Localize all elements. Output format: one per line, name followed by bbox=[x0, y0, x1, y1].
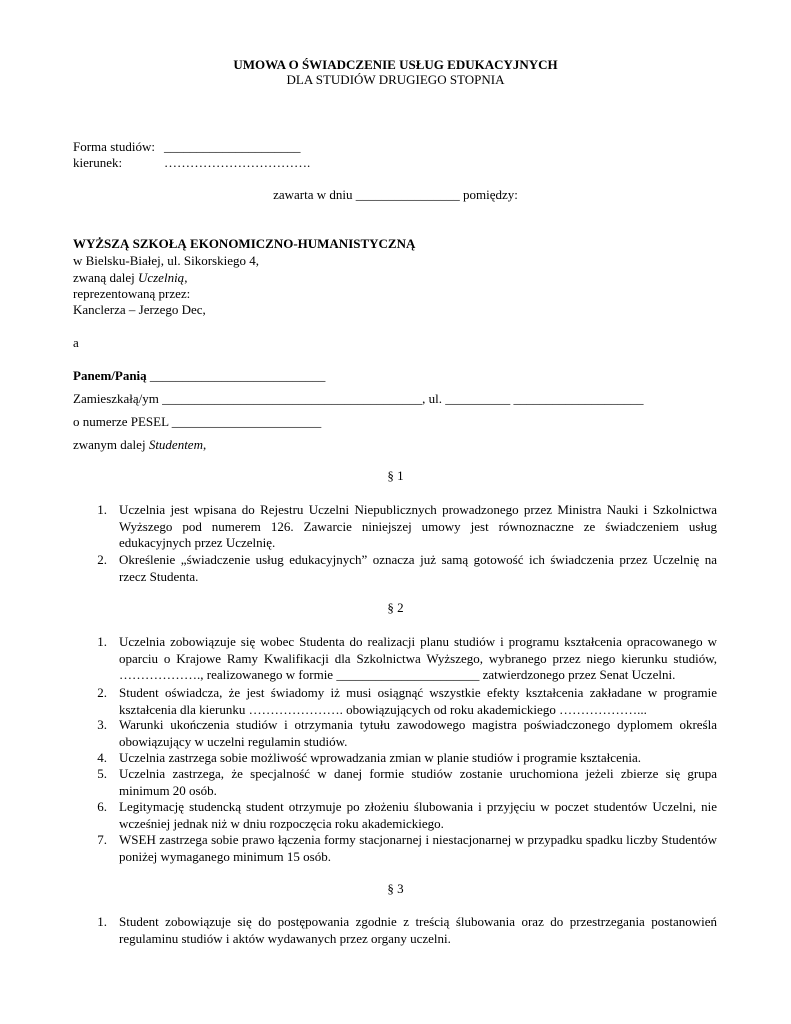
clause-text: Uczelnia jest wpisana do Rejestru Uczelni Niepublicznych prowadzonego przez Ministra Nauki i Szkolnictwa Wyższego pod numerem 126. Zawarcie niniejszej umowy jest równoznaczne ze świadczeniem usług edukacyjnych przez Uczelnię. bbox=[119, 502, 717, 550]
alias-prefix: zwaną dalej bbox=[73, 270, 138, 285]
document-title: UMOWA O ŚWIADCZENIE USŁUG EDUKACYJNYCH bbox=[233, 57, 558, 72]
student-pesel: o numerze PESEL _______________________ bbox=[73, 414, 322, 429]
item-number: 7. bbox=[97, 832, 107, 847]
clause-text: Uczelnia zastrzega sobie możliwość wprowadzania zmian w planie studiów i programie kształcenia. bbox=[119, 750, 641, 765]
alias-suffix: , bbox=[184, 270, 188, 285]
represented-by: reprezentowaną przez: bbox=[73, 286, 191, 301]
student-alias-name: Studentem bbox=[148, 437, 203, 452]
student-name-label: Panem/Panią bbox=[73, 368, 147, 383]
university-address: w Bielsku-Białej, ul. Sikorskiego 4, bbox=[73, 253, 259, 268]
kierunek-label: kierunek: bbox=[73, 155, 123, 170]
clause-text: Określenie „świadczenie usług edukacyjnych” oznacza już samą gotowość ich świadczenia przez Uczelnię na rzecz Studenta. bbox=[119, 552, 717, 584]
clause-text: Warunki ukończenia studiów i otrzymania tytułu zawodowego magistra poświadczonego dyplomem określa obowiązujący w uczelni regulamin studiów. bbox=[119, 717, 717, 749]
forma-label: Forma studiów: bbox=[73, 139, 155, 154]
conjunction: a bbox=[73, 335, 79, 350]
clause-text: WSEH zastrzega sobie prawo łączenia formy stacjonarnej i niestacjonarnej w przypadku spadku liczby Studentów poniżej wymaganego minimum 15 osób. bbox=[119, 832, 717, 864]
university-alias bbox=[73, 270, 187, 286]
clause-text: Student zobowiązuje się do postępowania zgodnie z treścią ślubowania oraz do przestrzegania postanowień regulaminu studiów i aktów wydawanych przez organy uczelni. bbox=[119, 914, 717, 946]
item-number: 1. bbox=[97, 634, 107, 649]
item-number: 6. bbox=[97, 799, 107, 814]
university-name: WYŻSZĄ SZKOŁĄ EKONOMICZNO-HUMANISTYCZNĄ bbox=[73, 236, 416, 251]
student-name-line bbox=[73, 368, 325, 384]
kierunek-value: ……………………………. bbox=[164, 155, 311, 170]
section-heading: § 1 bbox=[387, 468, 404, 483]
student-alias-suffix: , bbox=[202, 437, 207, 452]
alias-name: Uczelnią bbox=[137, 270, 185, 285]
clause-text: Legitymację studencką student otrzymuje po złożeniu ślubowania i przyjęciu w poczet studentów Uczelni, nie wcześniej jednak niż w dniu rozpoczęcia roku akademickiego. bbox=[119, 799, 717, 831]
chancellor: Kanclerza – Jerzego Dec, bbox=[73, 302, 206, 317]
item-number: 5. bbox=[97, 766, 107, 781]
item-number: 1. bbox=[97, 502, 107, 517]
student-residence: Zamieszkałą/ym ________________________________________, ul. __________ ____________________ bbox=[73, 391, 644, 406]
item-number: 2. bbox=[97, 552, 107, 567]
item-number: 1. bbox=[97, 914, 107, 929]
item-number: 4. bbox=[97, 750, 107, 765]
student-alias-prefix: zwanym dalej bbox=[73, 437, 149, 452]
item-number: 2. bbox=[97, 685, 107, 700]
clause-text: Uczelnia zastrzega, że specjalność w danej formie studiów zostanie uruchomiona jeżeli zbierze się grupa minimum 20 osób. bbox=[119, 766, 717, 798]
student-alias bbox=[73, 437, 206, 453]
section-heading: § 2 bbox=[387, 600, 404, 615]
forma-value: _____________________ bbox=[164, 139, 301, 154]
clause-text: Uczelnia zobowiązuje się wobec Studenta do realizacji planu studiów i programu kształcenia opracowanego w oparciu o Krajowe Ramy Kwalifikacji dla Szkolnictwa Wyższego, wybranego przez niego kierunku studiów, ………………., realizowanego w formie ______________________ zatwierdzonego przez Senat Uczelni. bbox=[119, 634, 717, 682]
clause-text: Student oświadcza, że jest świadomy iż musi osiągnąć wszystkie efekty kształcenia zakładane w programie kształcenia dla kierunku …………………. obowiązujących od roku akademickiego ………………... bbox=[119, 685, 717, 717]
student-name-value: ___________________________ bbox=[146, 368, 326, 383]
contract-date-line: zawarta w dniu ________________ pomiędzy: bbox=[273, 187, 518, 202]
section-heading: § 3 bbox=[387, 881, 404, 896]
item-number: 3. bbox=[97, 717, 107, 732]
document-subtitle: DLA STUDIÓW DRUGIEGO STOPNIA bbox=[286, 72, 505, 87]
